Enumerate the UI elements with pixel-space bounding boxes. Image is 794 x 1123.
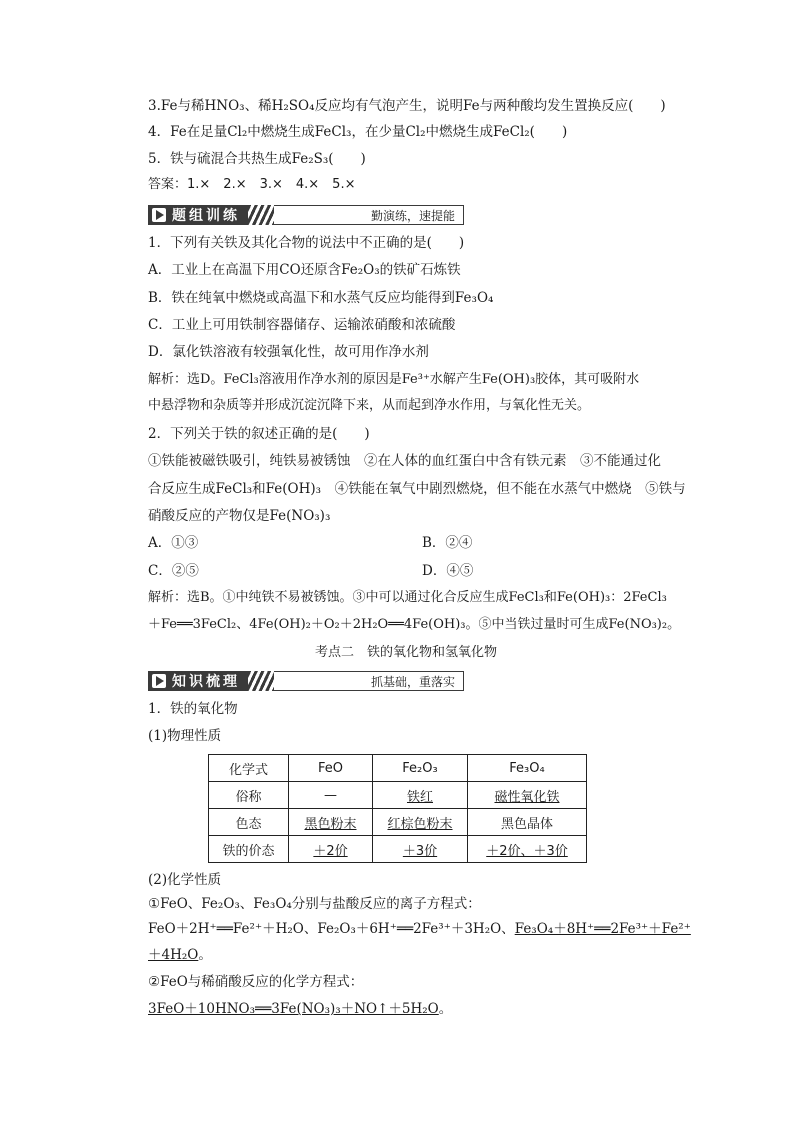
table-cell: 黑色粉末 [289, 809, 373, 836]
practice-1-option-d: D．氯化铁溶液有较强氧化性，故可用作净水剂 [148, 344, 429, 360]
table-cell: ＋2价、＋3价 [468, 836, 587, 863]
practice-question-2: 2．下列关于铁的叙述正确的是( ) [148, 426, 370, 442]
table-cell: 铁的价态 [209, 836, 289, 863]
banner-knowledge-title: 知识梳理 [172, 674, 240, 690]
practice-1-option-a: A．工业上在高温下用CO还原含Fe₂O₃的铁矿石炼铁 [148, 262, 461, 278]
banner-practice-subtitle: 勤演练，速提能 [274, 205, 464, 225]
section-title: 考点二 铁的氧化物和氢氧化物 [315, 645, 498, 660]
table-cell: 色态 [209, 809, 289, 836]
table-row [209, 809, 587, 836]
equation-1a: FeO＋2H⁺══Fe²⁺＋H₂O、Fe₂O₃＋6H⁺══2Fe³⁺＋3H₂O、 [148, 921, 515, 937]
table-cell: FeO [289, 755, 373, 782]
equation-line-2 [148, 999, 452, 1019]
table-cell: 铁红 [373, 782, 468, 809]
table-header-row [209, 755, 587, 782]
play-arrow-icon [152, 208, 166, 222]
practice-question-1: 1．下列有关铁及其化合物的说法中不正确的是( ) [148, 235, 465, 251]
table-cell: 磁性氧化铁 [468, 782, 587, 809]
equation-2: 3FeO＋10HNO₃══3Fe(NO₃)₃＋NO↑＋5H₂O [148, 1001, 439, 1017]
practice-2-statement-line1: ①铁能被磁铁吸引，纯铁易被锈蚀 ②在人体的血红蛋白中含有铁元素 ③不能通过化 [148, 453, 661, 469]
banner-knowledge-title-block [148, 671, 248, 691]
chemical-properties-heading: (2)化学性质 [148, 872, 222, 888]
table-cell: ＋3价 [373, 836, 468, 863]
banner-knowledge-subtitle: 抓基础，重落实 [274, 671, 464, 691]
table-cell: 俗称 [209, 782, 289, 809]
physical-properties-heading: (1)物理性质 [148, 728, 222, 744]
equation-1c: ＋4H₂O [148, 947, 199, 963]
banner-stripe [248, 205, 274, 225]
play-arrow-icon [152, 674, 166, 688]
practice-2-option-a: A．①③ [148, 535, 199, 551]
question-4: 4．Fe在足量Cl₂中燃烧生成FeCl₃，在少量Cl₂中燃烧生成FeCl₂( ) [148, 124, 568, 140]
subsection-iron-oxides: 1．铁的氧化物 [148, 701, 238, 717]
table-cell: Fe₂O₃ [373, 755, 468, 782]
practice-2-statement-line2: 合反应生成FeCl₃和Fe(OH)₃ ④铁能在氧气中剧烈燃烧，但不能在水蒸气中燃烧 ⑤铁与 [148, 481, 686, 497]
practice-2-option-b: B．②④ [422, 535, 473, 551]
practice-1-analysis-line2: 中悬浮物和杂质等并形成沉淀沉降下来，从而起到净水作用，与氧化性无关。 [148, 398, 591, 413]
banner-practice-title: 题组训练 [172, 208, 240, 224]
table-cell: 黑色晶体 [468, 809, 587, 836]
equation-1b: Fe₃O₄＋8H⁺══2Fe³⁺＋Fe²⁺ [514, 921, 691, 937]
table-cell: 化学式 [209, 755, 289, 782]
practice-2-analysis-line1: 解析：选B。①中纯铁不易被锈蚀。③中可以通过化合反应生成FeCl₃和Fe(OH)₃：2FeCl₃ [148, 590, 667, 605]
chemical-item-2: ②FeO与稀硝酸反应的化学方程式： [148, 974, 364, 990]
chemical-item-1: ①FeO、Fe₂O₃、Fe₃O₄分别与盐酸反应的离子方程式： [148, 896, 481, 912]
equation-line-1 [148, 919, 691, 939]
table-cell: 红棕色粉末 [373, 809, 468, 836]
equation-2-end: 。 [438, 1001, 453, 1017]
table-row [209, 782, 587, 809]
banner-practice-title-block [148, 205, 248, 225]
equation-line-1-cont [148, 945, 212, 965]
practice-2-option-c: C．②⑤ [148, 563, 199, 579]
iron-oxide-properties-table [208, 754, 587, 863]
banner-knowledge [148, 671, 464, 691]
practice-1-option-b: B．铁在纯氧中燃烧或高温下和水蒸气反应均能得到Fe₃O₄ [148, 290, 494, 306]
practice-2-option-d: D．④⑤ [422, 563, 474, 579]
practice-1-option-c: C．工业上可用铁制容器储存、运输浓硝酸和浓硫酸 [148, 317, 456, 333]
equation-1d: 。 [198, 947, 212, 963]
practice-1-analysis-line1: 解析：选D。FeCl₃溶液用作净水剂的原因是Fe³⁺水解产生Fe(OH)₃胶体，其可吸附水 [148, 372, 640, 387]
question-3: 3.Fe与稀HNO₃、稀H₂SO₄反应均有气泡产生，说明Fe与两种酸均发生置换反应( ) [148, 98, 666, 114]
practice-2-analysis-line2: ＋Fe══3FeCl₂、4Fe(OH)₂＋O₂＋2H₂O══4Fe(OH)₃。⑤中当铁过量时可生成Fe(NO₃)₂。 [148, 617, 681, 632]
table-cell: ＋2价 [289, 836, 373, 863]
answer-line: 答案：1.× 2.× 3.× 4.× 5.× [148, 177, 356, 192]
table-cell: — [289, 782, 373, 809]
table-row [209, 836, 587, 863]
question-5: 5．铁与硫混合共热生成Fe₂S₃( ) [148, 151, 366, 167]
practice-2-statement-line3: 硝酸反应的产物仅是Fe(NO₃)₃ [148, 508, 331, 524]
banner-practice [148, 205, 464, 225]
table-cell: Fe₃O₄ [468, 755, 587, 782]
banner-stripe [248, 671, 274, 691]
